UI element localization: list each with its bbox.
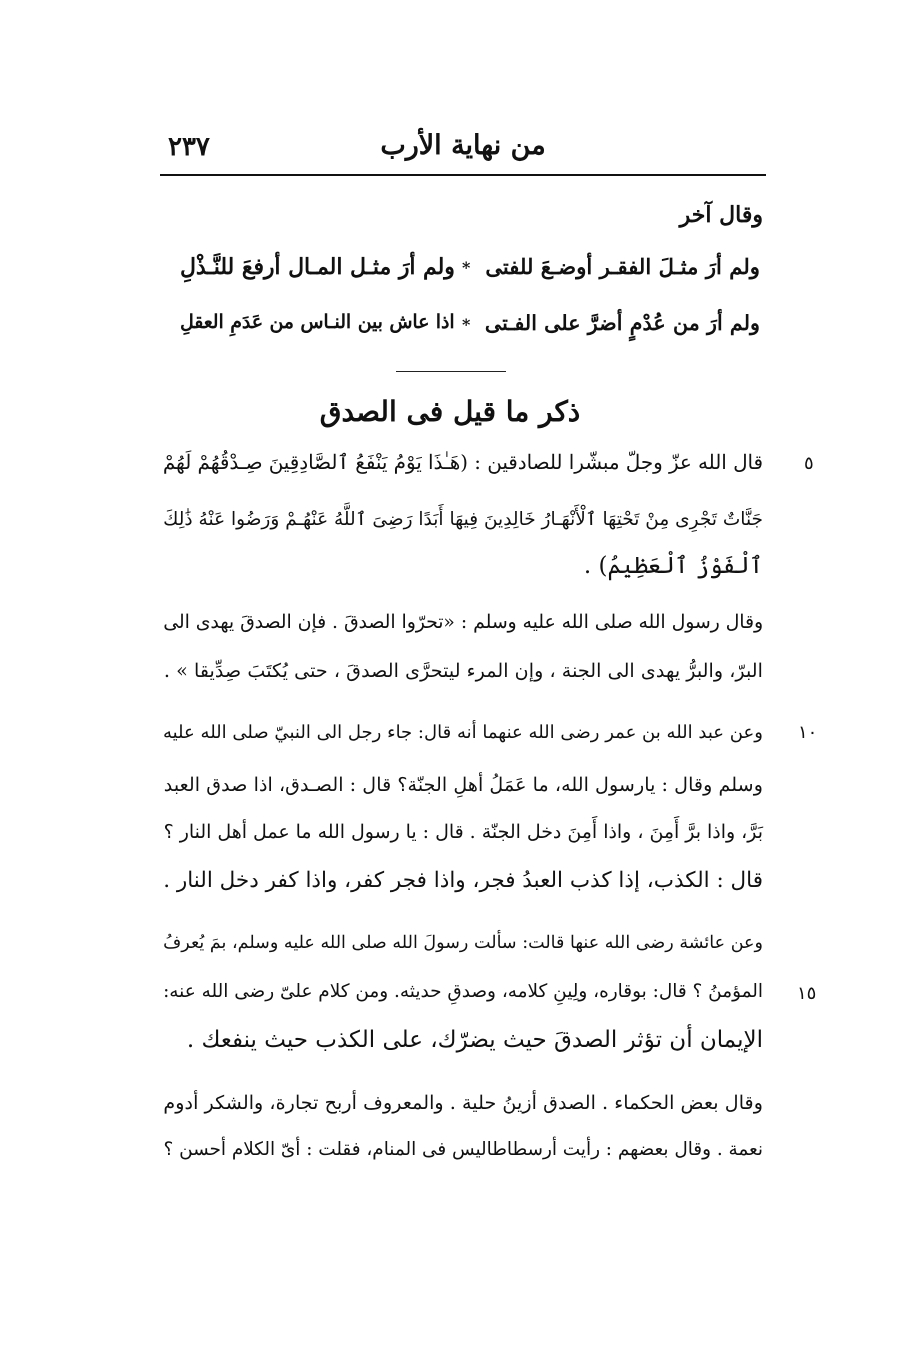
verse-1 (180, 248, 760, 292)
verse-2-second-hemistich: اذا عاش بين النـاس من عَدَمِ العقلِ (180, 311, 455, 333)
book-title: من نهاية الأرب (380, 130, 546, 161)
header-rule (160, 174, 766, 176)
verse-separator-star: * (462, 258, 471, 277)
paragraph-3-line-1: وعن عبد الله بن عمر رضى الله عنهما أنه قال: جاء رجل الى النبيّ صلى الله عليه (162, 722, 763, 743)
running-header (160, 128, 766, 172)
paragraph-1-line-1: قال الله عزّ وجلّ مبشّرا للصادقين : (هَـٰذَا يَوْمُ يَنْفَعُ ٱلصَّادِقِينَ صِـدْقُهُمْ لَهُمْ (162, 451, 763, 474)
paragraph-5-line-2: نعمة . وقال بعضهم : رأيت أرسطاطاليس فى المنام، فقلت : أىّ الكلام أحسن ؟ (163, 1139, 763, 1160)
paragraph-4-line-2: المؤمنُ ؟ قال: بوقاره، ولِينِ كلامه، وصدقِ حديثه. ومن كلام علىّ رضى الله عنه: (163, 981, 763, 1002)
paragraph-1-line-3: ٱلْفَوْزُ ٱلْعَظِيمُ) . (583, 553, 763, 579)
section-divider (396, 371, 506, 372)
poem-intro: وقال آخر (679, 202, 763, 228)
paragraph-3-line-4: قال : الكذب، إذا كذب العبدُ فجر، واذا فجر كفر، واذا كفر دخل النار . (163, 868, 763, 893)
section-heading: ذكر ما قيل فى الصدق (319, 395, 581, 428)
paragraph-5-line-1: وقال بعض الحكماء . الصدق أزينُ حلية . والمعروف أربح تجارة، والشكر أدوم (163, 1091, 763, 1114)
paragraph-4-line-3: الإيمان أن تؤثر الصدقَ حيث يضرّك، على الكذب حيث ينفعك . (186, 1027, 763, 1053)
verse-1-first-hemistich: ولم أرَ مثـلَ الفقـر أوضـعَ للفتى (485, 254, 760, 279)
paragraph-1-line-2: جَنَّاتٌ تَجْرِى مِنْ تَحْتِهَا ٱلْأَنْهَـارُ خَالِدِينَ فِيهَا أَبَدًا رَضِىَ ٱللَّهُ عَنْهُـمْ وَرَضُوا عَنْهُ ذَٰلِكَ (163, 509, 763, 530)
line-number-10: ١٠ (798, 722, 818, 743)
paragraph-2-line-2: البرّ، والبرُّ يهدى الى الجنة ، وإن المرء ليتحرَّى الصدقَ ، حتى يُكتَبَ صِدِّيقا » . (163, 659, 763, 682)
verse-separator-star: * (462, 315, 471, 334)
line-number-5: ٥ (804, 453, 814, 474)
page-number: ٢٣٧ (168, 132, 210, 162)
verse-1-second-hemistich: ولم أرَ مثـل المـال أرفعَ للنَّـذْلِ (180, 254, 455, 280)
verse-2 (180, 305, 760, 349)
verse-2-first-hemistich: ولم أرَ من عُدْمٍ أضرَّ على الفـتى (484, 311, 760, 335)
paragraph-3-line-3: بَرَّ، واذا برَّ أَمِنَ ، واذا أَمِنَ دخل الجنّة . قال : يا رسول الله ما عمل أهل النار ؟ (163, 821, 763, 843)
paragraph-2-line-1: وقال رسول الله صلى الله عليه وسلم : «تحرّوا الصدقَ . فإن الصدقَ يهدى الى (163, 612, 763, 633)
paragraph-3-line-2: وسلم وقال : يارسول الله، ما عَمَلُ أهلِ الجنّة؟ قال : الصـدق، اذا صدق العبد (163, 773, 763, 796)
line-number-15: ١٥ (797, 983, 817, 1004)
paragraph-4-line-1: وعن عائشة رضى الله عنها قالت: سألت رسولَ الله صلى الله عليه وسلم، بمَ يُعرفُ (163, 933, 763, 953)
